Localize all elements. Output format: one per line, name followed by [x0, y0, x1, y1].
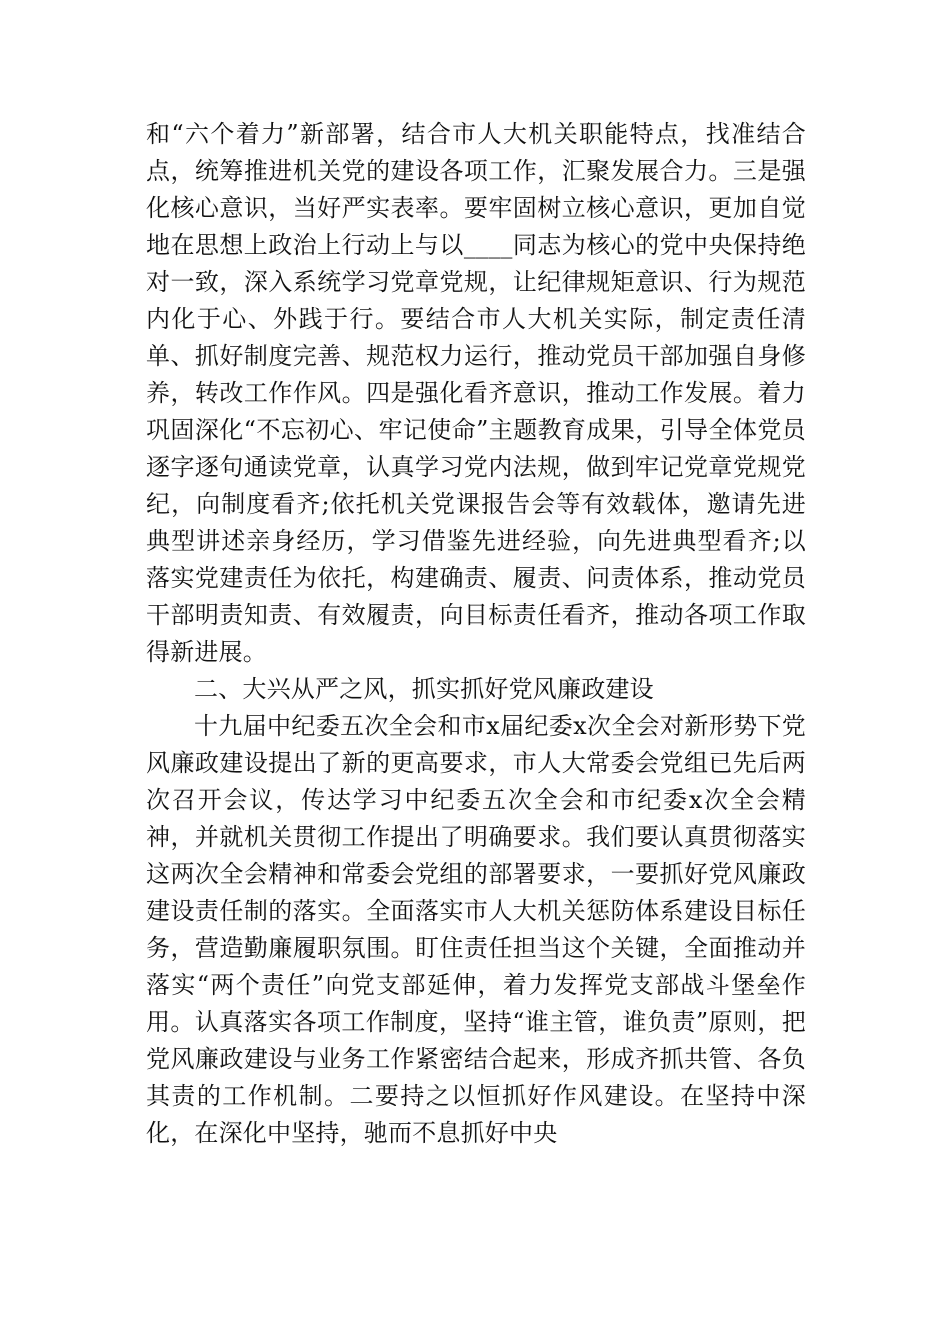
section-heading-2: 二、大兴从严之风，抓实抓好党风廉政建设: [194, 675, 654, 703]
body-paragraph-1: 和“六个着力”新部署，结合市人大机关职能特点，找准结合点，统筹推进机关党的建设各项工作，汇聚发展合力。三是强化核心意识，当好严实表率。要牢固树立核心意识，更加自觉地在思想上政治上行动上与以____同志为核心的党中央保持绝对一致，深入系统学习党章党规，让纪律规矩意识、行为规范内化于心、外践于行。要结合市人大机关实际，制定责任清单、抓好制度完善、规范权力运行，推动党员干部加强自身修养，转改工作作风。四是强化看齐意识，推动工作发展。着力巩固深化“不忘初心、牢记使命”主题教育成果，引导全体党员逐字逐句通读党章，认真学习党内法规，做到牢记党章党规党纪，向制度看齐;依托机关党课报告会等有效载体，邀请先进典型讲述亲身经历，学习借鉴先进经验，向先进典型看齐;以落实党建责任为依托，构建确责、履责、问责体系，推动党员干部明责知责、有效履责，向目标责任看齐，推动各项工作取得新进展。: [146, 120, 806, 666]
body-paragraph-2: 十九届中纪委五次全会和市x届纪委x次全会对新形势下党风廉政建设提出了新的更高要求，市人大常委会党组已先后两次召开会议，传达学习中纪委五次全会和市纪委x次全会精神，并就机关贯彻工作提出了明确要求。我们要认真贯彻落实这两次全会精神和常委会党组的部署要求，一要抓好党风廉政建设责任制的落实。全面落实市人大机关惩防体系建设目标任务，营造勤廉履职氛围。盯住责任担当这个关键，全面推动并落实“两个责任”向党支部延伸，着力发挥党支部战斗堡垒作用。认真落实各项工作制度，坚持“谁主管，谁负责”原则，把党风廉政建设与业务工作紧密结合起来，形成齐抓共管、各负其责的工作机制。二要持之以恒抓好作风建设。在坚持中深化，在深化中坚持，驰而不息抓好中央: [146, 712, 806, 1147]
document-body: [146, 116, 806, 1152]
